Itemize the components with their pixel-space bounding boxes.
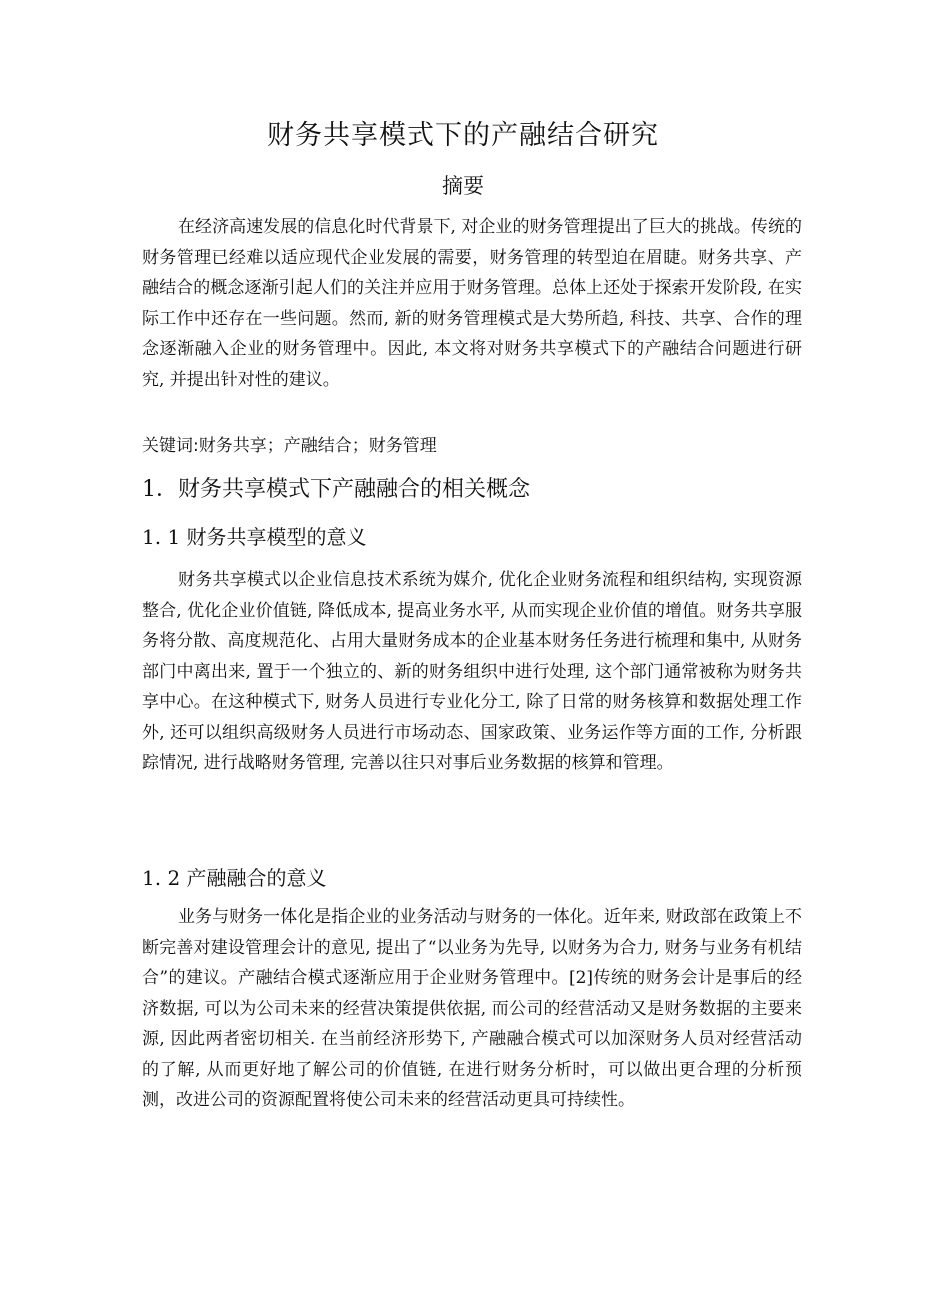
abstract-paragraph: 在经济高速发展的信息化时代背景下, 对企业的财务管理提出了巨大的挑战。传统的财务管理已经难以适应现代企业发展的需要，财务管理的转型迫在眉睫。财务共享、产融结合的概念逐渐引起人们的关注并应用于财务管理。总体上还处于探索开发阶段, 在实际工作中还存在一些问题。然而, 新的财务管理模式是大势所趋, 科技、共享、合作的理念逐渐融入企业的财务管理中。因此, 本文将对财务共享模式下的产融结合问题进行研究, 并提出针对性的建议。 [142,217,802,390]
abstract-heading: 摘要 [442,174,484,198]
section-1-2-heading: 1. 2 产融融合的意义 [142,866,327,890]
document-title: 财务共享模式下的产融结合研究 [267,120,659,151]
section-1-1-heading: 1. 1 财务共享模型的意义 [142,525,367,549]
keywords-line [142,432,802,460]
keywords-text: 财务共享；产融结合；财务管理 [198,436,437,456]
section-1-2-paragraph: 业务与财务一体化是指企业的业务活动与财务的一体化。近年来, 财政部在政策上不断完善对建设管理会计的意见, 提出了“以业务为先导, 以财务为合力, 财务与业务有机结合”的建议。产融结合模式逐渐应用于企业财务管理中。[2]传统的财务会计是事后的经济数据, 可以为公司未来的经营决策提供依据, 而公司的经营活动又是财务数据的主要来源, 因此两者密切相关. 在当前经济形势下, 产融融合模式可以加深财务人员对经营活动的了解, 从而更好地了解公司的价值链, 在进行财务分析时，可以做出更合理的分析预测，改进公司的资源配置将使公司未来的经营活动更具可持续性。 [142,907,802,1110]
section-1-heading: 1．财务共享模式下产融融合的相关概念 [142,477,530,502]
section-1-1-paragraph: 财务共享模式以企业信息技术系统为媒介, 优化企业财务流程和组织结构, 实现资源整合, 优化企业价值链, 降低成本, 提高业务水平, 从而实现企业价值的增值。财务共享服务将分散、高度规范化、占用大量财务成本的企业基本财务任务进行梳理和集中, 从财务部门中离出来, 置于一个独立的、新的财务组织中进行处理, 这个部门通常被称为财务共享中心。在这种模式下, 财务人员进行专业化分工, 除了日常的财务核算和数据处理工作外, 还可以组织高级财务人员进行市场动态、国家政策、业务运作等方面的工作, 分析跟踪情况, 进行战略财务管理, 完善以往只对事后业务数据的核算和管理。 [142,570,802,773]
keywords-label: 关键词: [142,436,199,456]
